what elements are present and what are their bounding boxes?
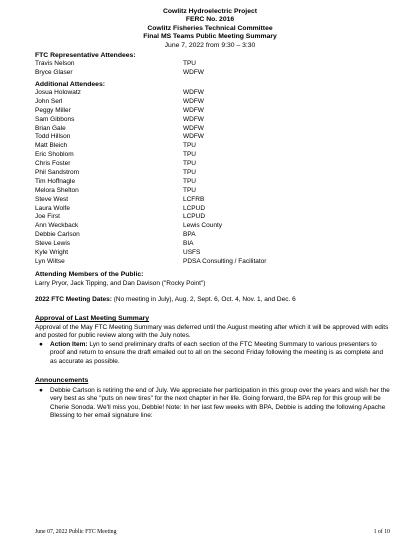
announcements-heading: Announcements <box>35 377 89 384</box>
attendee-name: Todd Hillson <box>35 133 71 141</box>
approval-text: Approval of the May FTC Meeting Summary was deferred until the August meeting after which it will be approved with edits and posted for public review along with the July notes. <box>35 324 389 340</box>
attendee-row <box>35 205 395 214</box>
attendee-row <box>35 196 395 205</box>
attendee-name: John Serl <box>35 97 63 105</box>
project-title: Cowlitz Hydroelectric Project <box>162 8 258 15</box>
attendee-row <box>35 60 395 69</box>
attendee-organization: Lewis County <box>183 222 223 230</box>
attendee-organization: WDFW <box>183 89 204 96</box>
meeting-dates-heading: 2022 FTC Meeting Dates: <box>35 296 112 303</box>
bullet-icon: ● <box>39 341 43 348</box>
attendee-name: Tim Hoffnagle <box>35 177 76 185</box>
additional-heading: Additional Attendees: <box>35 81 105 88</box>
footer-left: June 07, 2022 Public FTC Meeting <box>35 529 117 535</box>
meeting-dates-text: (No meeting in July), Aug. 2, Sept. 6, Oct. 4, Nov. 1, and Dec. 6 <box>111 296 296 303</box>
attendee-row <box>35 240 395 249</box>
attendee-row <box>35 98 395 107</box>
public-attendees: Larry Pryor, Jack Tipping, and Dan Davison ("Rocky Point") <box>35 280 206 287</box>
document-header <box>0 8 420 50</box>
attendee-name: Josua Holowatz <box>35 89 81 96</box>
attendee-row <box>35 89 395 98</box>
approval-heading: Approval of Last Meeting Summary <box>35 315 150 322</box>
summary-title: Final MS Teams Public Meeting Summary <box>143 33 277 41</box>
attendee-name: Bryce Glaser <box>35 68 73 76</box>
attendee-row <box>35 116 395 125</box>
attendee-organization: TPU <box>183 160 196 168</box>
attendee-organization: TPU <box>183 177 196 185</box>
attendee-row <box>35 169 395 178</box>
attendee-name: Debbie Carlson <box>35 231 80 239</box>
attendee-organization: WDFW <box>183 133 204 141</box>
attendee-name: Phil Sandstrom <box>35 169 80 177</box>
attendee-organization: WDFW <box>183 115 204 123</box>
action-item-text: Lyn to send preliminary drafts of each section of the FTC Meeting Summary to various presenters to proof and return to ensure the draft emailed out to all on the second Friday following the meeting is as complete and as accurate as possible. <box>50 341 384 365</box>
attendee-name: Laura Wolfe <box>35 204 70 212</box>
attendee-organization: TPU <box>183 186 196 194</box>
action-item-label: Action Item: <box>50 341 88 348</box>
attendee-row <box>35 142 395 151</box>
attendee-name: Sam Gibbons <box>35 115 75 123</box>
attendee-organization: TPU <box>183 60 196 67</box>
attendee-organization: USFS <box>183 249 201 257</box>
meeting-dates <box>35 296 390 304</box>
attendee-name: Travis Nelson <box>35 60 75 67</box>
page-number: 1 of 10 <box>373 529 390 535</box>
attendee-organization: TPU <box>183 169 196 177</box>
additional-list <box>35 89 395 267</box>
public-heading: Attending Members of the Public: <box>35 271 144 278</box>
ferc-number: FERC No. 2016 <box>185 16 235 24</box>
announcement-item <box>39 387 390 420</box>
action-item <box>39 341 390 366</box>
attendee-name: Lyn Wiltse <box>35 257 65 265</box>
attendee-organization: PDSA Consulting / Facilitator <box>183 257 267 265</box>
attendee-organization: LCPUD <box>183 213 206 221</box>
attendee-organization: LCPUD <box>183 204 206 212</box>
attendee-row <box>35 160 395 169</box>
attendee-row <box>35 213 395 222</box>
attendee-row <box>35 151 395 160</box>
attendee-organization: BPA <box>183 231 196 239</box>
attendee-name: Eric Shoblom <box>35 151 74 159</box>
committee-name: Cowlitz Fisheries Technical Committee <box>147 24 273 32</box>
attendee-name: Brian Gale <box>35 124 66 132</box>
attendee-organization: LCFRB <box>183 195 205 203</box>
ftc-rep-list <box>35 60 395 78</box>
attendee-row <box>35 107 395 116</box>
attendee-organization: TPU <box>183 151 196 159</box>
attendee-name: Kyle Wright <box>35 249 69 257</box>
attendee-row <box>35 231 395 240</box>
attendee-organization: TPU <box>183 142 196 150</box>
attendee-row <box>35 133 395 142</box>
attendee-row <box>35 125 395 134</box>
attendee-organization: WDFW <box>183 68 204 76</box>
attendee-organization: WDFW <box>183 124 204 132</box>
attendee-row <box>35 187 395 196</box>
attendee-organization: WDFW <box>183 97 204 105</box>
attendee-name: Ann Weckback <box>35 222 79 230</box>
attendee-row <box>35 178 395 187</box>
attendee-organization: WDFW <box>183 106 204 114</box>
attendee-row <box>35 222 395 231</box>
attendee-name: Steve Lewis <box>35 240 71 248</box>
ftc-rep-heading: FTC Representative Attendees: <box>35 52 136 59</box>
attendee-name: Peggy Miller <box>35 106 71 114</box>
attendee-name: Joe First <box>35 213 60 221</box>
attendee-name: Melora Shelton <box>35 186 79 194</box>
meeting-date: June 7, 2022 from 9:30 – 3:30 <box>164 41 256 49</box>
attendee-row <box>35 69 395 78</box>
attendee-name: Steve West <box>35 195 69 203</box>
bullet-icon: ● <box>39 387 43 394</box>
attendee-row <box>35 258 395 267</box>
attendee-name: Matt Bleich <box>35 142 68 150</box>
announcement-text: Debbie Carlson is retiring the end of July. We appreciate her participation in this group over the years and wish her the very best as she "puts on new tires" for the next chapter in her life. Going forward, the BPA rep for this group will be Cherie Sonoda. We'll miss you, Debbie! Note: In her last few weeks with BPA, Debbie is adding the following Apache Blessing to her email signature line: <box>50 387 390 419</box>
attendee-organization: BIA <box>183 240 194 248</box>
attendee-row <box>35 249 395 258</box>
attendee-name: Chris Foster <box>35 160 71 168</box>
